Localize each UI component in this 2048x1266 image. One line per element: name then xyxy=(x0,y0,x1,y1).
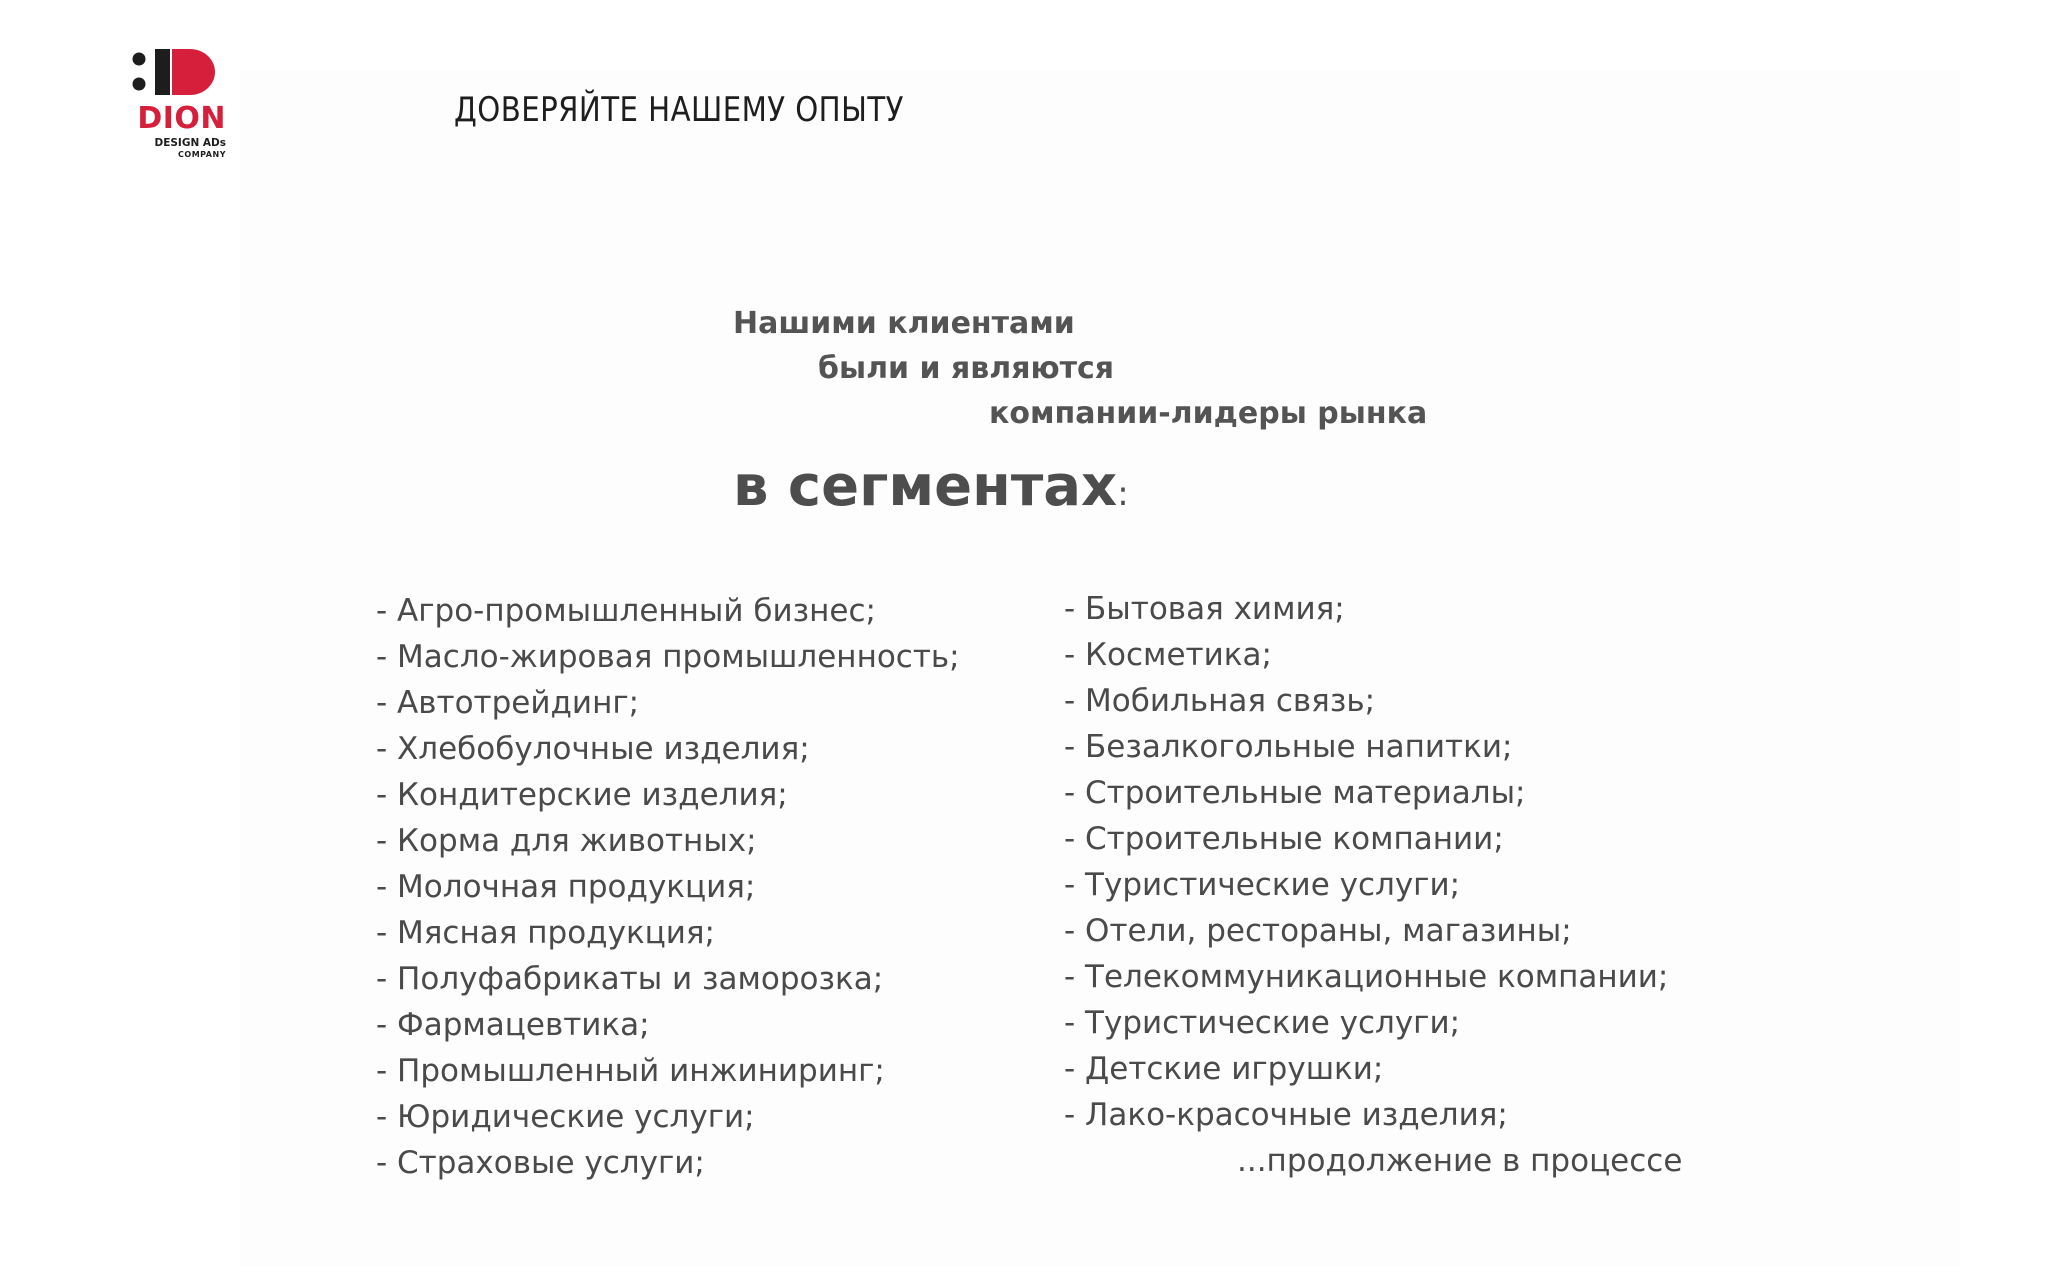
brand-logo xyxy=(118,46,228,171)
list-item: - Строительные компании; xyxy=(1064,821,1504,857)
list-item: - Юридические услуги; xyxy=(376,1099,755,1135)
brand-company-label: COMPANY xyxy=(178,150,226,159)
dion-logo-mark-icon xyxy=(130,46,230,101)
intro-line-1: Нашими клиентами xyxy=(733,306,1075,341)
list-item: - Кондитерские изделия; xyxy=(376,777,788,813)
list-item: - Лако-красочные изделия; xyxy=(1064,1097,1508,1133)
page-title: ДОВЕРЯЙТЕ НАШЕМУ ОПЫТУ xyxy=(454,90,904,130)
list-item: - Мясная продукция; xyxy=(376,915,716,951)
intro-line-2: были и являются xyxy=(818,351,1115,386)
list-item: - Отели, рестораны, магазины; xyxy=(1064,913,1572,949)
segments-heading xyxy=(733,452,1129,529)
list-item: - Масло-жировая промышленность; xyxy=(376,639,960,675)
segments-list-left xyxy=(376,588,960,1186)
list-item: - Страховые услуги; xyxy=(376,1145,705,1181)
list-item: - Косметика; xyxy=(1064,637,1272,673)
list-item: - Детские игрушки; xyxy=(1064,1051,1384,1087)
list-item: - Строительные материалы; xyxy=(1064,775,1526,811)
list-item: - Безалкогольные напитки; xyxy=(1064,729,1513,765)
list-item: - Телекоммуникационные компании; xyxy=(1064,959,1669,995)
list-item: - Мобильная связь; xyxy=(1064,683,1376,719)
list-item: - Полуфабрикаты и заморозка; xyxy=(376,961,884,997)
list-item: - Туристические услуги; xyxy=(1064,867,1461,903)
intro-line-3: компании-лидеры рынка xyxy=(989,396,1428,431)
list-item: - Туристические услуги; xyxy=(1064,1005,1461,1041)
list-item: - Промышленный инжиниринг; xyxy=(376,1053,885,1089)
segments-heading-text: в сегментах xyxy=(733,454,1118,519)
brand-name: DION xyxy=(137,101,226,136)
continuation-note: ...продолжение в процессе xyxy=(1237,1143,1683,1179)
list-item: - Фармацевтика; xyxy=(376,1007,650,1043)
list-item: - Хлебобулочные изделия; xyxy=(376,731,810,767)
list-item: - Агро-промышленный бизнес; xyxy=(376,593,876,629)
list-item: - Молочная продукция; xyxy=(376,869,756,905)
segments-heading-colon: : xyxy=(1117,474,1129,514)
segments-list-right xyxy=(1064,586,1668,1138)
list-item: - Корма для животных; xyxy=(376,823,757,859)
brand-subtitle: DESIGN ADs xyxy=(154,137,226,149)
list-item: - Автотрейдинг; xyxy=(376,685,640,721)
list-item: - Бытовая химия; xyxy=(1064,591,1345,627)
